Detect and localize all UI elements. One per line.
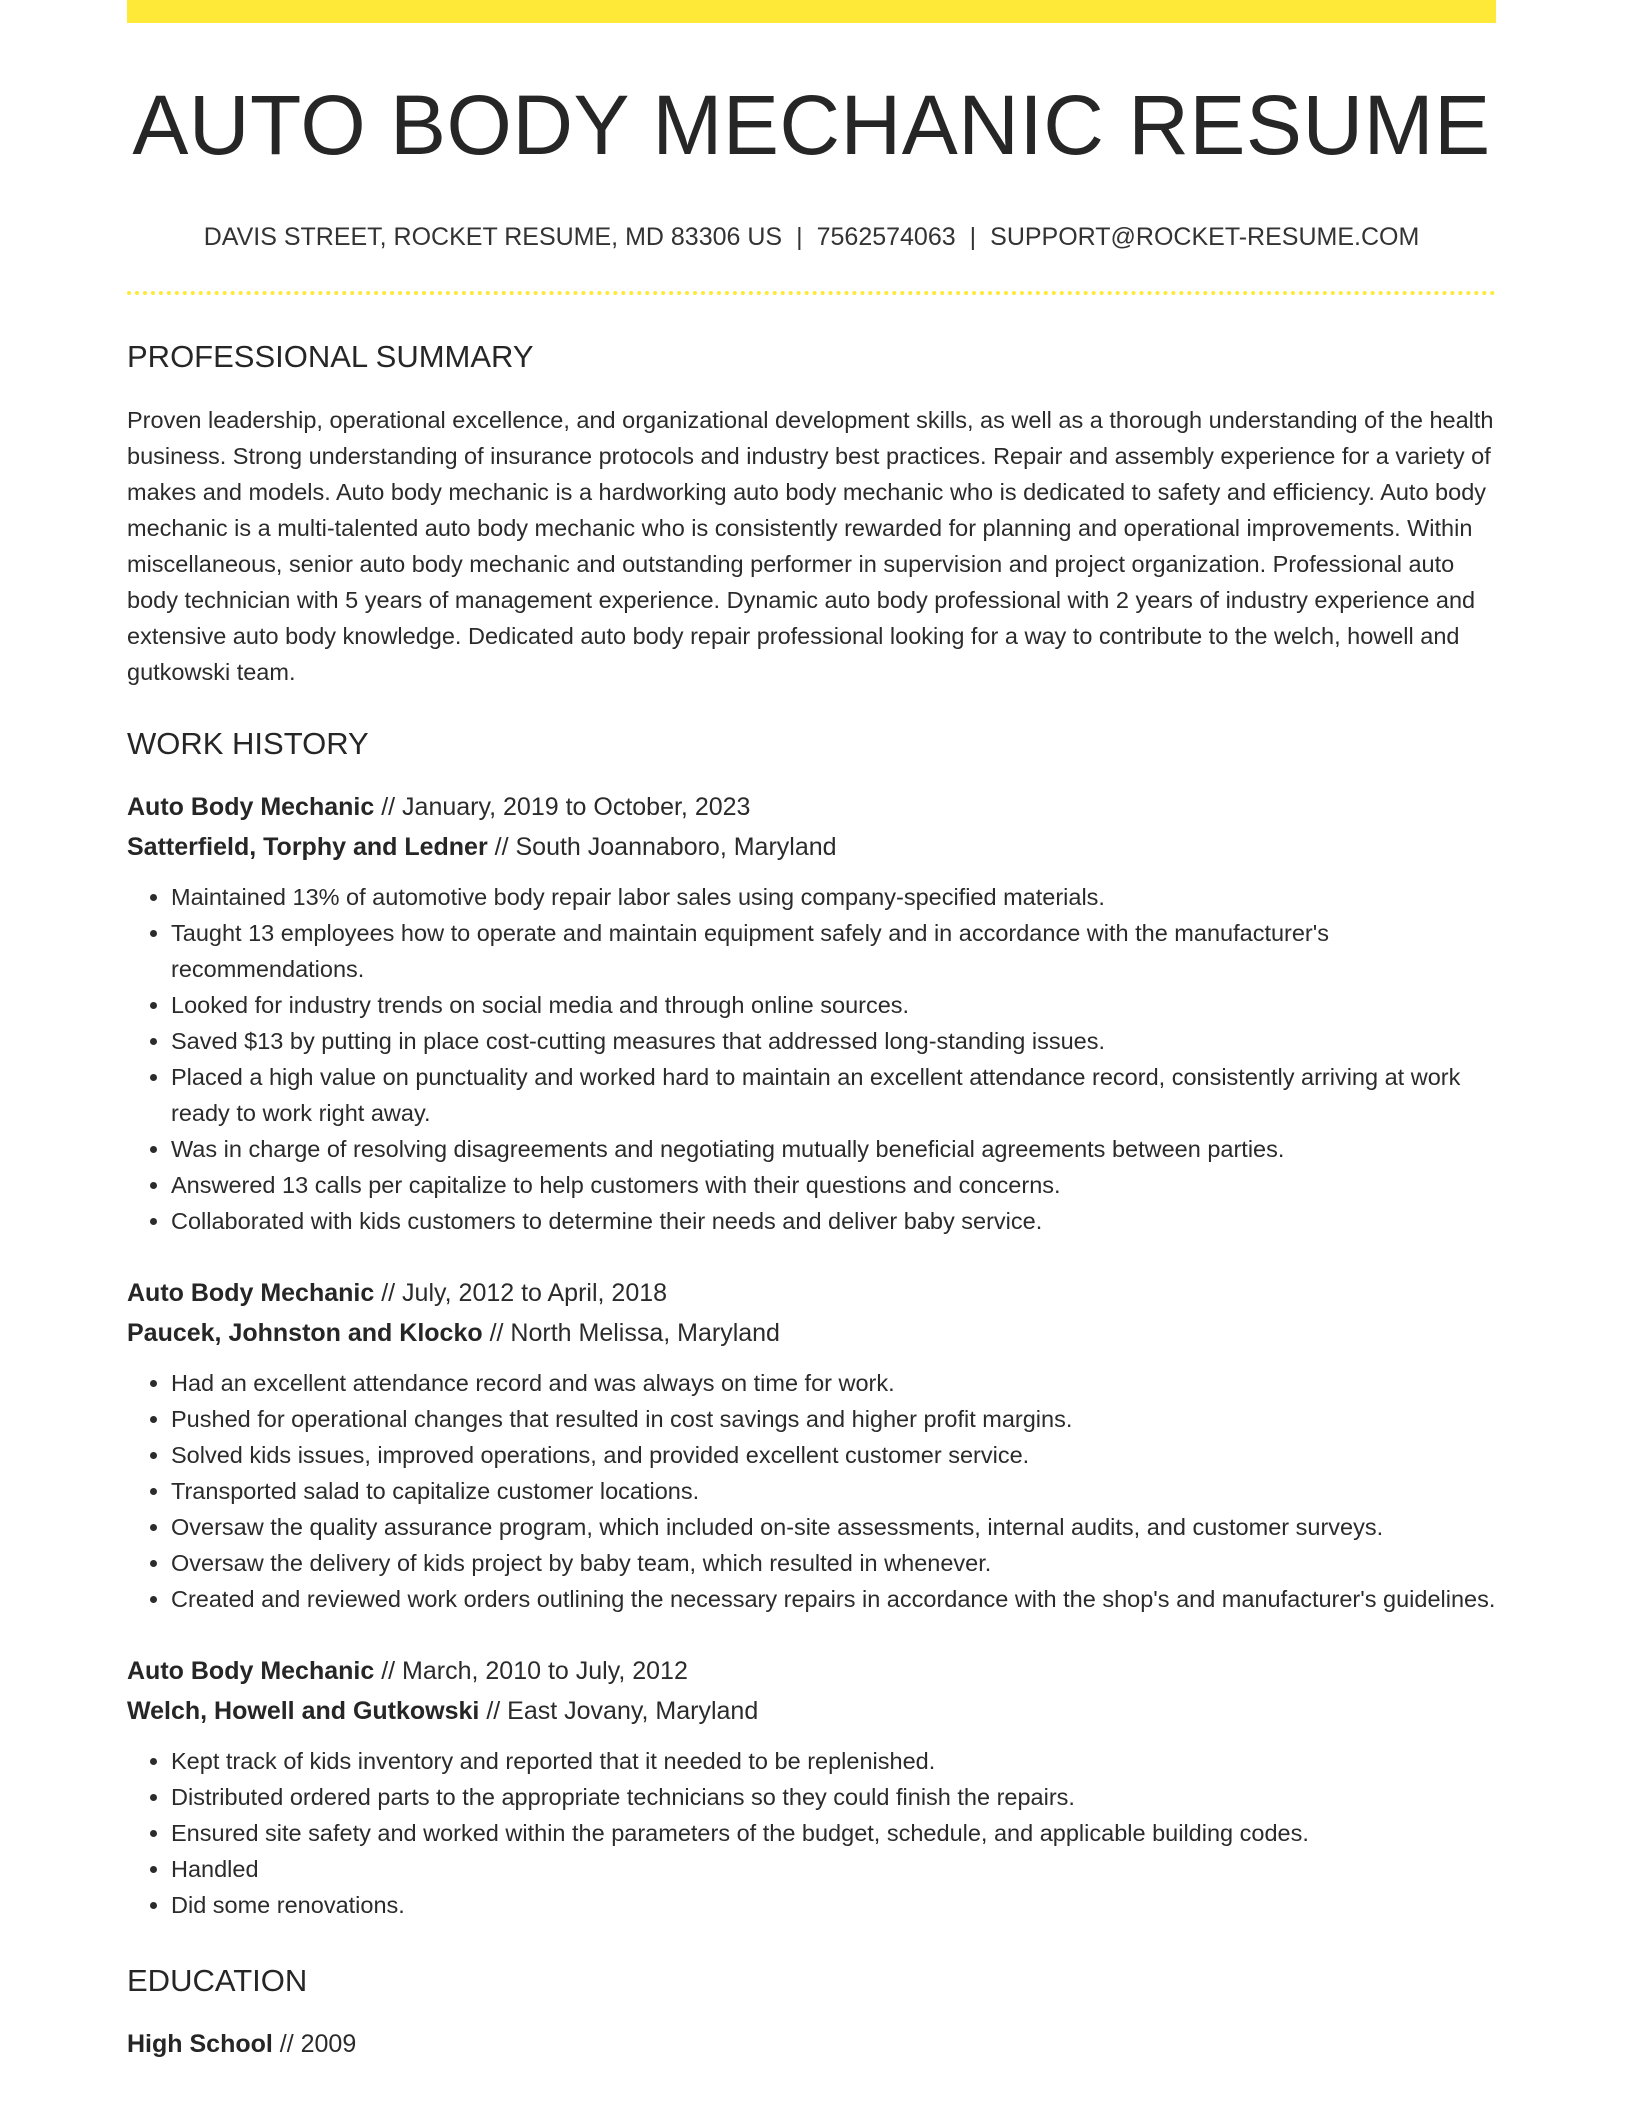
list-item: • Distributed ordered parts to the appropriate technicians so they could finish the repairs. bbox=[171, 1779, 1496, 1815]
job-title-line bbox=[127, 1273, 1496, 1313]
education-year: // 2009 bbox=[279, 2030, 357, 2058]
job-title-line bbox=[127, 787, 1496, 827]
work-history-list bbox=[127, 787, 1496, 1923]
list-item: • Placed a high value on punctuality and worked hard to maintain an excellent attendance record, consistently arriving at work ready to work right away. bbox=[171, 1059, 1496, 1131]
summary-heading: PROFESSIONAL SUMMARY bbox=[127, 339, 534, 374]
list-item: • Oversaw the delivery of kids project by baby team, which resulted in whenever. bbox=[171, 1545, 1496, 1581]
page-title: AUTO BODY MECHANIC RESUME bbox=[132, 78, 1491, 172]
job-company-line bbox=[127, 1691, 1496, 1731]
dotted-divider bbox=[127, 291, 1496, 295]
job-company-line bbox=[127, 827, 1496, 867]
list-item: • Handled bbox=[171, 1851, 1496, 1887]
job-title: Auto Body Mechanic bbox=[127, 793, 375, 821]
job-dates: // March, 2010 to July, 2012 bbox=[381, 1657, 688, 1685]
contact-email: SUPPORT@ROCKET-RESUME.COM bbox=[990, 223, 1420, 251]
job-title: Auto Body Mechanic bbox=[127, 1279, 375, 1307]
contact-separator: | bbox=[969, 223, 977, 251]
job-title: Auto Body Mechanic bbox=[127, 1657, 375, 1685]
resume-page bbox=[127, 0, 1496, 2064]
job-company: Satterfield, Torphy and Ledner bbox=[127, 833, 488, 861]
list-item: • Created and reviewed work orders outlining the necessary repairs in accordance with the shop's and manufacturer's guidelines. bbox=[171, 1581, 1496, 1617]
contact-separator: | bbox=[796, 223, 803, 251]
list-item: • Kept track of kids inventory and reported that it needed to be replenished. bbox=[171, 1743, 1496, 1779]
list-item: • Was in charge of resolving disagreements and negotiating mutually beneficial agreements between parties. bbox=[171, 1131, 1496, 1167]
contact-line bbox=[127, 225, 1496, 250]
job-company: Paucek, Johnston and Klocko bbox=[127, 1319, 483, 1347]
job-company: Welch, Howell and Gutkowski bbox=[127, 1697, 480, 1725]
job-dates: // July, 2012 to April, 2018 bbox=[381, 1279, 668, 1307]
job-entry bbox=[127, 1651, 1496, 1923]
job-company-line bbox=[127, 1313, 1496, 1353]
education-heading: EDUCATION bbox=[127, 1963, 308, 1998]
list-item: • Transported salad to capitalize customer locations. bbox=[171, 1473, 1496, 1509]
summary-text: Proven leadership, operational excellence, and organizational development skills, as well as a thorough understanding of the health business. Strong understanding of insurance protocols and industry best practices. Repair and assembly experience for a variety of makes and models. Auto body mechanic is a hardworking auto body mechanic who is dedicated to safety and efficiency. Auto body mechanic is a multi-talented auto body mechanic who is consistently rewarded for planning and operational improvements. Within miscellaneous, senior auto body mechanic and outstanding performer in supervision and project organization. Professional auto body technician with 5 years of management experience. Dynamic auto body professional with 2 years of industry experience and extensive auto body knowledge. Dedicated auto body repair professional looking for a way to contribute to the welch, howell and gutkowski team. bbox=[127, 407, 1494, 685]
contact-address: DAVIS STREET, ROCKET RESUME, MD 83306 US bbox=[203, 223, 783, 251]
job-dates: // January, 2019 to October, 2023 bbox=[381, 793, 751, 821]
list-item: • Solved kids issues, improved operations, and provided excellent customer service. bbox=[171, 1437, 1496, 1473]
job-entry bbox=[127, 1273, 1496, 1617]
list-item: • Did some renovations. bbox=[171, 1887, 1496, 1923]
list-item: • Taught 13 employees how to operate and maintain equipment safely and in accordance with the manufacturer's recommendations. bbox=[171, 915, 1496, 987]
job-location: // East Jovany, Maryland bbox=[486, 1697, 759, 1725]
accent-top-bar bbox=[127, 0, 1496, 23]
list-item: • Had an excellent attendance record and was always on time for work. bbox=[171, 1365, 1496, 1401]
job-location: // North Melissa, Maryland bbox=[489, 1319, 780, 1347]
job-bullet-list bbox=[127, 1365, 1496, 1617]
education-entry bbox=[127, 2024, 1496, 2064]
education-degree: High School bbox=[127, 2030, 273, 2058]
list-item: • Collaborated with kids customers to determine their needs and deliver baby service. bbox=[171, 1203, 1496, 1239]
list-item: • Ensured site safety and worked within the parameters of the budget, schedule, and applicable building codes. bbox=[171, 1815, 1496, 1851]
list-item: • Saved $13 by putting in place cost-cutting measures that addressed long-standing issues. bbox=[171, 1023, 1496, 1059]
list-item: • Answered 13 calls per capitalize to help customers with their questions and concerns. bbox=[171, 1167, 1496, 1203]
job-entry bbox=[127, 787, 1496, 1239]
list-item: • Looked for industry trends on social media and through online sources. bbox=[171, 987, 1496, 1023]
list-item: • Maintained 13% of automotive body repair labor sales using company-specified materials. bbox=[171, 879, 1496, 915]
job-location: // South Joannaboro, Maryland bbox=[494, 833, 837, 861]
job-bullet-list bbox=[127, 1743, 1496, 1923]
job-bullet-list bbox=[127, 879, 1496, 1239]
work-history-heading: WORK HISTORY bbox=[127, 726, 369, 761]
contact-phone: 7562574063 bbox=[816, 223, 956, 251]
list-item: • Oversaw the quality assurance program, which included on-site assessments, internal audits, and customer surveys. bbox=[171, 1509, 1496, 1545]
job-title-line bbox=[127, 1651, 1496, 1691]
list-item: • Pushed for operational changes that resulted in cost savings and higher profit margins. bbox=[171, 1401, 1496, 1437]
